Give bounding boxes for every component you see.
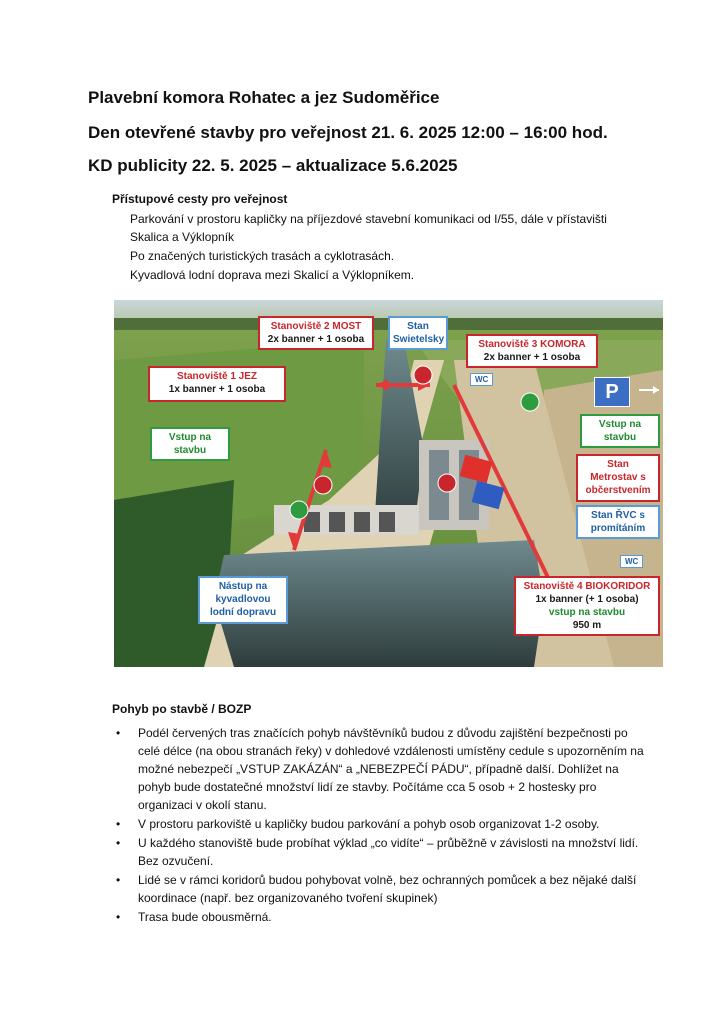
boat-boarding-label xyxy=(198,576,288,624)
station-1-marker-icon xyxy=(314,476,332,494)
entry-left-line: stavbu xyxy=(173,445,207,456)
tent-metrostav-line: Metrostav s xyxy=(590,472,646,483)
list-item-text: Trasa bude obousměrná. xyxy=(138,910,272,924)
route-line-right xyxy=(454,385,559,600)
station-2-label xyxy=(258,316,374,350)
access-line: Parkování v prostoru kapličky na příjezdové stavební komunikaci od I/55, dále v přístavišti Skalica a Výklopník xyxy=(130,212,607,244)
boarding-line: Nástup na xyxy=(218,581,268,592)
safety-section xyxy=(110,700,650,927)
list-item-text: Lidé se v rámci koridorů budou pohybovat volně, bez ochranných pomůcek a bez nějaké další koordinace (např. bez organizovaného tvoření skupinek) xyxy=(138,873,637,905)
entry-right-marker-icon xyxy=(521,393,539,411)
access-line: Po značených turistických trasách a cyklotrasách. xyxy=(130,249,395,263)
wc-sign-upper: WC xyxy=(470,373,493,386)
access-line: Kyvadlová lodní doprava mezi Skalicí a Výklopníkem. xyxy=(130,268,415,282)
arrowhead-icon xyxy=(376,379,388,391)
list-item xyxy=(110,908,650,926)
tent-swietelsky-label xyxy=(388,316,448,350)
document-title: Plavební komora Rohatec a jez Sudoměřice xyxy=(88,88,440,107)
tent-metrostav-line: občerstvením xyxy=(585,485,651,496)
tent-swietelsky-line: Swietelsky xyxy=(393,334,445,345)
tent-rvc-line: promítáním xyxy=(590,523,646,534)
entry-left-label xyxy=(150,427,230,461)
tent-rvc-label xyxy=(576,505,660,539)
tent-metrostav-label xyxy=(576,454,660,502)
station-1-label xyxy=(148,366,286,402)
parking-icon: P xyxy=(594,377,630,407)
entry-left-line: Vstup na xyxy=(168,432,212,443)
station-2-subtitle: 2x banner + 1 osoba xyxy=(267,334,365,345)
list-item xyxy=(110,871,650,907)
safety-list xyxy=(110,724,650,926)
entry-right-line: stavbu xyxy=(603,432,637,443)
tent-swietelsky-line: Stan xyxy=(407,321,429,332)
publicity-line: KD publicity 22. 5. 2025 – aktualizace 5.6.2025 xyxy=(88,156,458,175)
station-3-title: Stanoviště 3 KOMORA xyxy=(478,339,586,350)
entry-right-line: Vstup na xyxy=(598,419,642,430)
tent-rvc-icon xyxy=(472,481,505,509)
boarding-line: lodní dopravu xyxy=(209,607,277,618)
list-item xyxy=(110,724,650,814)
station-4-subtitle: 1x banner (+ 1 osoba) xyxy=(535,594,639,605)
access-list xyxy=(130,210,630,285)
list-item-text: U každého stanoviště bude probíhat výklad „co vidíte“ – průběžně v závislosti na množství lidí. Bez ozvučení. xyxy=(138,836,639,868)
entry-left-marker-icon xyxy=(290,501,308,519)
arrowhead-icon xyxy=(653,386,659,394)
station-3-marker-icon xyxy=(438,474,456,492)
tent-metrostav-icon xyxy=(460,455,493,483)
station-1-title: Stanoviště 1 JEZ xyxy=(176,371,258,382)
station-4-label xyxy=(514,576,660,636)
list-item xyxy=(110,815,650,833)
entry-right-label xyxy=(580,414,660,448)
list-item xyxy=(110,834,650,870)
station-4-distance: 950 m xyxy=(572,620,602,631)
wc-sign-lower: WC xyxy=(620,555,643,568)
list-item-text: V prostoru parkoviště u kapličky budou parkování a pohyb osob organizovat 1-2 osoby. xyxy=(138,817,600,831)
station-4-entry: vstup na stavbu xyxy=(548,607,626,618)
tent-rvc-line: Stan ŘVC s xyxy=(591,510,645,521)
bullet-icon: • xyxy=(116,836,121,850)
station-4-title: Stanoviště 4 BIOKORIDOR xyxy=(523,581,651,592)
tent-metrostav-line: Stan xyxy=(607,459,629,470)
bullet-icon: • xyxy=(116,726,121,740)
station-2-title: Stanoviště 2 MOST xyxy=(270,321,362,332)
event-subtitle: Den otevřené stavby pro veřejnost 21. 6. 2025 12:00 – 16:00 hod. xyxy=(88,123,608,142)
station-2-marker-icon xyxy=(414,366,432,384)
station-3-label xyxy=(466,334,598,368)
bullet-icon: • xyxy=(116,873,121,887)
safety-heading: Pohyb po stavbě / BOZP xyxy=(112,702,252,716)
station-1-subtitle: 1x banner + 1 osoba xyxy=(168,384,266,395)
access-heading: Přístupové cesty pro veřejnost xyxy=(112,192,288,206)
bullet-icon: • xyxy=(116,910,121,924)
list-item-text: Podél červených tras značících pohyb návštěvníků budou z důvodu zajištění bezpečnosti po celé délce (na obou stranách řeky) v dohledové vzdálenosti umístěny cedule s upozorněním na možné nebezpečí „VSTUP ZAKÁZÁN“ a „NEBEZPEČÍ PÁDU“, případně další. Dohlížet na pohyb bude dostatečné množství lidí ze stavby. Počítáme cca 5 osob + 2 hostesky pro organizaci v okolí stanu. xyxy=(138,726,644,812)
bullet-icon: • xyxy=(116,817,121,831)
boarding-line: kyvadlovou xyxy=(215,594,271,605)
station-3-subtitle: 2x banner + 1 osoba xyxy=(483,352,581,363)
